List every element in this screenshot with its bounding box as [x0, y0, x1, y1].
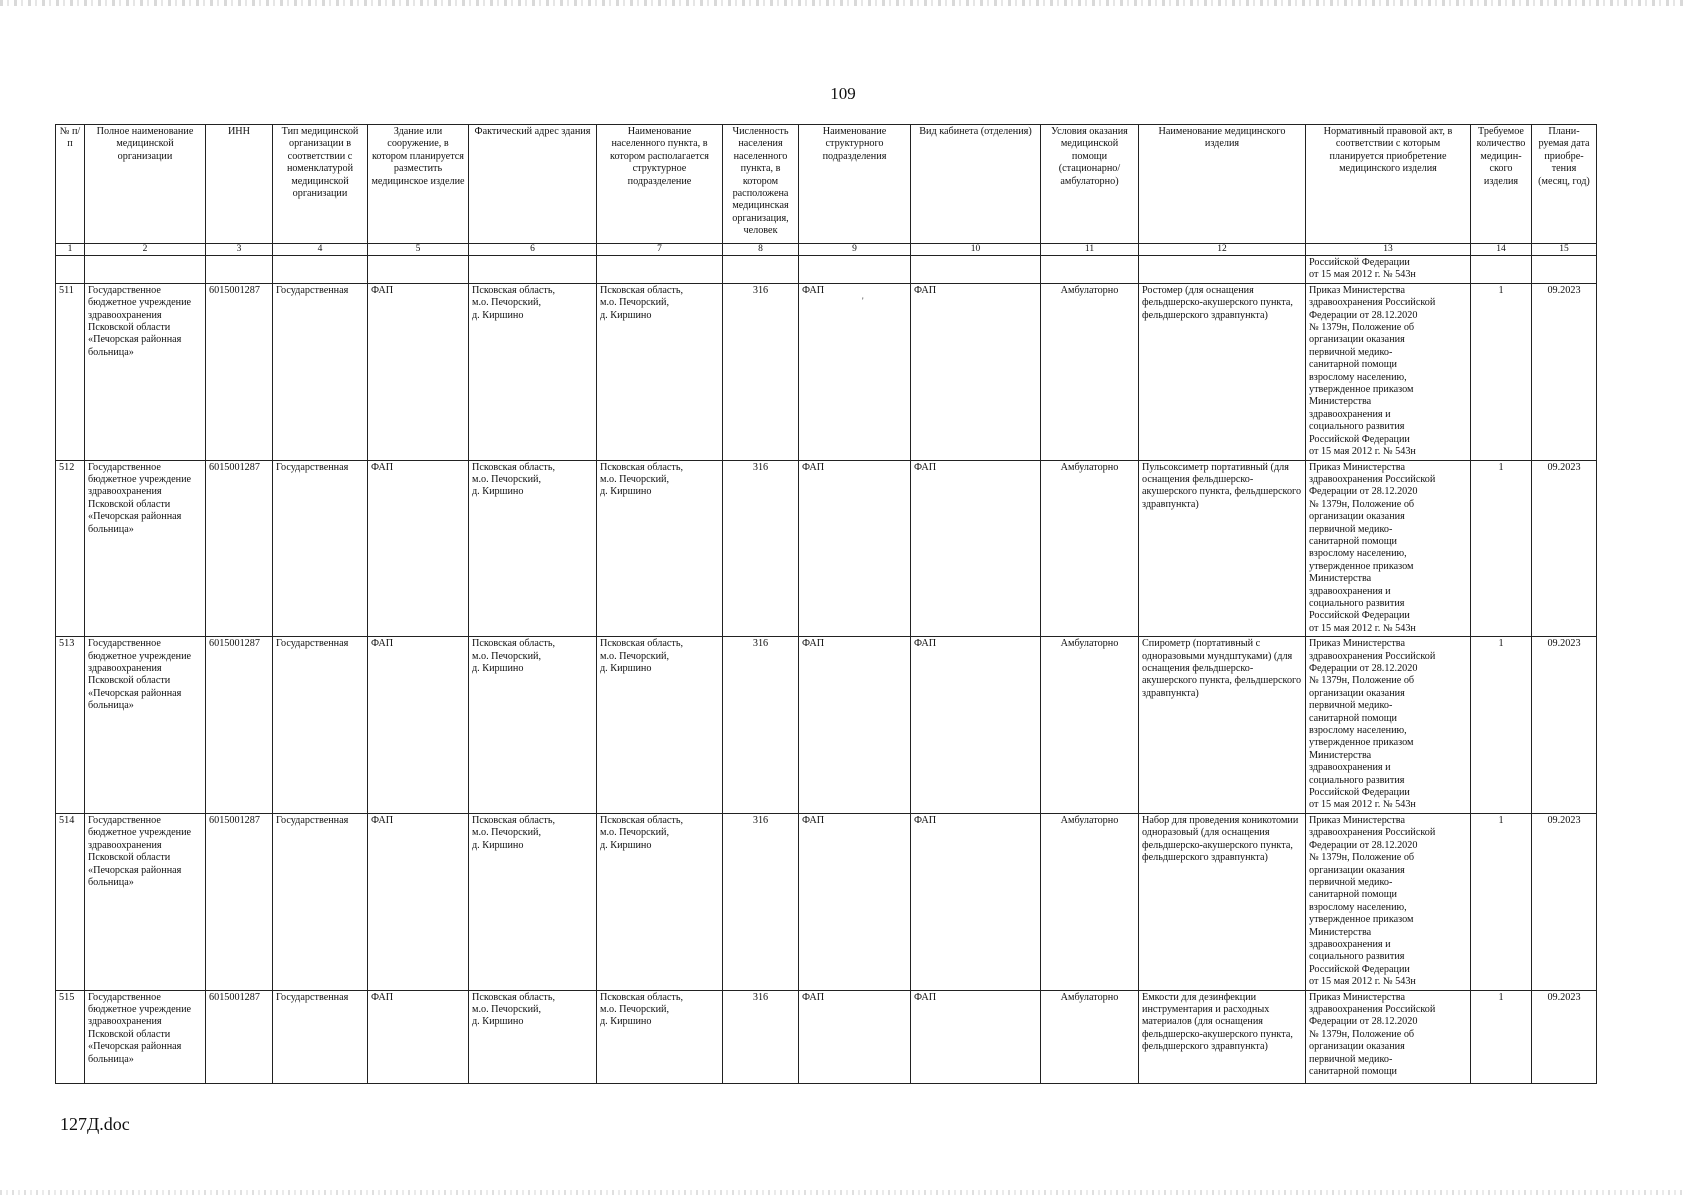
header-cell: Плани-руемая дата приобре-тения (месяц, год) [1532, 125, 1597, 244]
structural-unit: ФАП [799, 460, 911, 637]
building: ФАП [368, 813, 469, 990]
care-conditions: Амбулаторно [1041, 283, 1139, 460]
column-number: 14 [1471, 244, 1532, 256]
device-name: Набор для проведения коникотомии одноразовый (для оснащения фельдшерско-акушерского пункта, фельдшерского здравпункта) [1139, 813, 1306, 990]
device-name: Ростомер (для оснащения фельдшерско-акушерского пункта, фельдшерского здравпункта) [1139, 283, 1306, 460]
table-row [56, 813, 1597, 990]
header-cell: Тип медицинской организации в соответствии с номенклатурой медицинской организации [273, 125, 368, 244]
planned-date: 09.2023 [1532, 990, 1597, 1083]
locality: Псковская область, м.о. Печорский, д. Киршино [597, 460, 723, 637]
header-cell: Наименование медицинского изделия [1139, 125, 1306, 244]
device-name: Емкости для дезинфекции инструментария и расходных материалов (для оснащения фельдшерско-акушерского пункта, фельдшерского здравпункта) [1139, 990, 1306, 1083]
organization-name: Государственное бюджетное учреждение здравоохранения Псковской области «Печорская районная больница» [85, 637, 206, 814]
population: 316 [723, 460, 799, 637]
file-name-footer: 127Д.doc [60, 1114, 130, 1134]
population: 316 [723, 813, 799, 990]
locality: Псковская область, м.о. Печорский, д. Киршино [597, 813, 723, 990]
structural-unit: ФАП [799, 283, 911, 460]
care-conditions: Амбулаторно [1041, 990, 1139, 1083]
legal-act: Приказ Министерства здравоохранения Российской Федерации от 28.12.2020 № 1379н, Положение об организации оказания первичной медико- санитарной помощи [1306, 990, 1471, 1083]
care-conditions: Амбулаторно [1041, 637, 1139, 814]
organization-type: Государственная [273, 990, 368, 1083]
organization-type: Государственная [273, 813, 368, 990]
inn: 6015001287 [206, 990, 273, 1083]
row-number: 512 [56, 460, 85, 637]
header-cell: Здание или сооружение, в котором планируется разместить медицинское изделие [368, 125, 469, 244]
header-cell: ИНН [206, 125, 273, 244]
table-row [56, 283, 1597, 460]
planned-date: 09.2023 [1532, 460, 1597, 637]
inn: 6015001287 [206, 637, 273, 814]
row-number: 511 [56, 283, 85, 460]
device-name: Пульсоксиметр портативный (для оснащения фельдшерско-акушерского пункта, фельдшерского здравпункта) [1139, 460, 1306, 637]
column-number: 13 [1306, 244, 1471, 256]
quantity: 1 [1471, 460, 1532, 637]
carryover-act-text: Российской Федерации от 15 мая 2012 г. № 543н [1306, 256, 1471, 284]
table-row [56, 990, 1597, 1083]
legal-act: Приказ Министерства здравоохранения Российской Федерации от 28.12.2020 № 1379н, Положение об организации оказания первичной медико- санитарной помощи взрослому населению, утвержденное приказом Министерства здравоохранения и социального развития Российской Федерации от 15 мая 2012 г. № 543н [1306, 460, 1471, 637]
locality: Псковская область, м.о. Печорский, д. Киршино [597, 990, 723, 1083]
equipment-table [55, 124, 1597, 1084]
organization-type: Государственная [273, 637, 368, 814]
address: Псковская область, м.о. Печорский, д. Киршино [469, 637, 597, 814]
care-conditions: Амбулаторно [1041, 813, 1139, 990]
building: ФАП [368, 637, 469, 814]
inn: 6015001287 [206, 813, 273, 990]
planned-date: 09.2023 [1532, 813, 1597, 990]
column-number: 4 [273, 244, 368, 256]
carryover-row [56, 256, 1597, 284]
legal-act: Приказ Министерства здравоохранения Российской Федерации от 28.12.2020 № 1379н, Положение об организации оказания первичной медико- санитарной помощи взрослому населению, утвержденное приказом Министерства здравоохранения и социального развития Российской Федерации от 15 мая 2012 г. № 543н [1306, 637, 1471, 814]
organization-type: Государственная [273, 460, 368, 637]
header-row [56, 125, 1597, 244]
population: 316 [723, 637, 799, 814]
organization-name: Государственное бюджетное учреждение здравоохранения Псковской области «Печорская районная больница» [85, 990, 206, 1083]
structural-unit: ФАП [799, 990, 911, 1083]
address: Псковская область, м.о. Печорский, д. Киршино [469, 990, 597, 1083]
quantity: 1 [1471, 637, 1532, 814]
address: Псковская область, м.о. Печорский, д. Киршино [469, 813, 597, 990]
room-type: ФАП [911, 637, 1041, 814]
building: ФАП [368, 990, 469, 1083]
column-number-row [56, 244, 1597, 256]
header-cell: Условия оказания медицинской помощи (стационарно/ амбулаторно) [1041, 125, 1139, 244]
header-cell: Нормативный правовой акт, в соответствии с которым планируется приобретение медицинского изделия [1306, 125, 1471, 244]
column-number: 1 [56, 244, 85, 256]
room-type: ФАП [911, 813, 1041, 990]
table-row [56, 637, 1597, 814]
legal-act: Приказ Министерства здравоохранения Российской Федерации от 28.12.2020 № 1379н, Положение об организации оказания первичной медико- санитарной помощи взрослому населению, утвержденное приказом Министерства здравоохранения и социального развития Российской Федерации от 15 мая 2012 г. № 543н [1306, 813, 1471, 990]
column-number: 15 [1532, 244, 1597, 256]
row-number: 514 [56, 813, 85, 990]
column-number: 10 [911, 244, 1041, 256]
room-type: ФАП [911, 460, 1041, 637]
header-cell: Полное наименование медицинской организации [85, 125, 206, 244]
row-number: 513 [56, 637, 85, 814]
column-number: 11 [1041, 244, 1139, 256]
legal-act: Приказ Министерства здравоохранения Российской Федерации от 28.12.2020 № 1379н, Положение об организации оказания первичной медико- санитарной помощи взрослому населению, утвержденное приказом Министерства здравоохранения и социального развития Российской Федерации от 15 мая 2012 г. № 543н [1306, 283, 1471, 460]
device-name: Спирометр (портативный с одноразовыми мундштуками) (для оснащения фельдшерско-акушерского пункта, фельдшерского здравпункта) [1139, 637, 1306, 814]
column-number: 3 [206, 244, 273, 256]
care-conditions: Амбулаторно [1041, 460, 1139, 637]
structural-unit: ФАП [799, 637, 911, 814]
building: ФАП [368, 460, 469, 637]
quantity: 1 [1471, 283, 1532, 460]
column-number: 6 [469, 244, 597, 256]
organization-type: Государственная [273, 283, 368, 460]
room-type: ФАП [911, 990, 1041, 1083]
quantity: 1 [1471, 813, 1532, 990]
locality: Псковская область, м.о. Печорский, д. Киршино [597, 283, 723, 460]
column-number: 2 [85, 244, 206, 256]
quantity: 1 [1471, 990, 1532, 1083]
header-cell: Вид кабинета (отделения) [911, 125, 1041, 244]
address: Псковская область, м.о. Печорский, д. Киршино [469, 460, 597, 637]
table-row [56, 460, 1597, 637]
building: ФАП [368, 283, 469, 460]
header-cell: Фактический адрес здания [469, 125, 597, 244]
locality: Псковская область, м.о. Печорский, д. Киршино [597, 637, 723, 814]
structural-unit: ФАП [799, 813, 911, 990]
column-number: 8 [723, 244, 799, 256]
population: 316 [723, 283, 799, 460]
population: 316 [723, 990, 799, 1083]
organization-name: Государственное бюджетное учреждение здравоохранения Псковской области «Печорская районная больница» [85, 283, 206, 460]
address: Псковская область, м.о. Печорский, д. Киршино [469, 283, 597, 460]
column-number: 12 [1139, 244, 1306, 256]
scan-edge-bottom [0, 1190, 1686, 1195]
organization-name: Государственное бюджетное учреждение здравоохранения Псковской области «Печорская районная больница» [85, 460, 206, 637]
inn: 6015001287 [206, 460, 273, 637]
header-cell: Наименование населенного пункта, в котором располагается структурное подразделение [597, 125, 723, 244]
column-number: 7 [597, 244, 723, 256]
header-cell: № п/п [56, 125, 85, 244]
column-number: 5 [368, 244, 469, 256]
scan-edge-top [0, 0, 1686, 6]
inn: 6015001287 [206, 283, 273, 460]
stray-mark: ' [862, 296, 864, 306]
header-cell: Численность населения населенного пункта, в котором расположена медицинская организация, человек [723, 125, 799, 244]
row-number: 515 [56, 990, 85, 1083]
column-number: 9 [799, 244, 911, 256]
planned-date: 09.2023 [1532, 283, 1597, 460]
page-number: 109 [830, 84, 856, 103]
planned-date: 09.2023 [1532, 637, 1597, 814]
organization-name: Государственное бюджетное учреждение здравоохранения Псковской области «Печорская районная больница» [85, 813, 206, 990]
header-cell: Требуемое количество медицин-ского изделия [1471, 125, 1532, 244]
header-cell: Наименование структурного подразделения [799, 125, 911, 244]
room-type: ФАП [911, 283, 1041, 460]
